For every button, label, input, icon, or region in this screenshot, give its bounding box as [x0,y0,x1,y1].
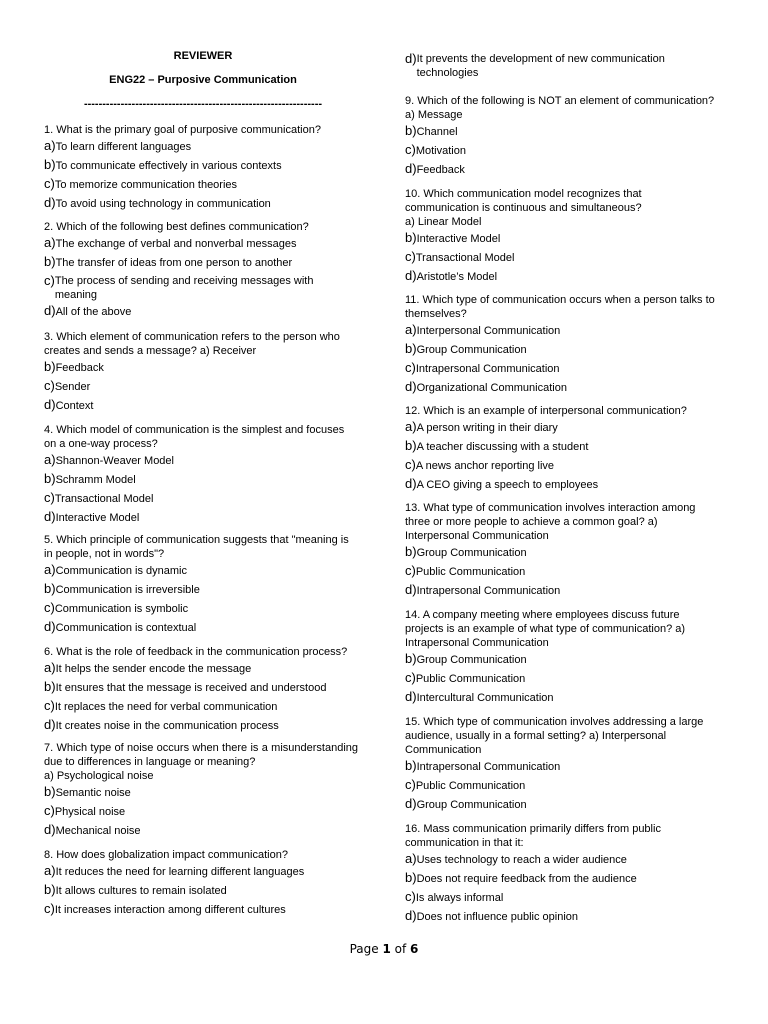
answer-option [405,141,718,160]
answer-option [405,437,718,456]
option-text: The transfer of ideas from one person to another [55,257,293,269]
option-text: It increases interaction among different cultures [54,904,286,916]
answer-option [44,580,358,599]
answer-option [44,156,358,175]
option-letter: c) [44,176,55,191]
option-text: To learn different languages [55,141,192,153]
answer-option [44,508,358,527]
answer-option [44,862,358,881]
answer-option [44,470,358,489]
question-text: 1. What is the primary goal of purposive communication? [44,124,321,136]
option-letter: a) [405,322,417,337]
option-text: Semantic noise [55,787,131,799]
question-text: 11. Which type of communication occurs when a person talks to themselves? [405,294,715,320]
option-letter: b) [44,581,56,596]
option-letter: c) [405,777,416,792]
option-text: It ensures that the message is received and understood [55,682,327,694]
option-letter: d) [405,161,417,176]
option-letter: b) [405,651,417,666]
option-text: Intercultural Communication [416,692,554,704]
answer-option [405,688,718,707]
option-text: Communication is symbolic [54,603,189,615]
option-letter: a) [44,863,56,878]
option-letter: d) [44,822,56,837]
question-text: 2. Which of the following best defines communication? [44,221,309,233]
option-text: A news anchor reporting live [415,460,555,472]
answer-option [44,618,358,637]
answer-option [44,175,358,194]
option-text: Uses technology to reach a wider audience [416,854,627,866]
question-first-option: a) Linear Model [405,216,482,228]
option-text: Interactive Model [416,233,501,245]
answer-option [405,160,718,179]
page-number: 1 [382,942,391,956]
answer-option [405,869,718,888]
option-text: Is always informal [415,892,504,904]
option-letter: d) [405,379,417,394]
answer-option [44,716,358,735]
answer-option [405,757,718,776]
option-text: Communication is irreversible [55,584,200,596]
option-text: Organizational Communication [416,382,567,394]
answer-option [405,475,718,494]
option-letter: d) [405,268,417,283]
option-letter: b) [44,254,56,269]
option-text: It allows cultures to remain isolated [55,885,227,897]
option-letter: c) [405,249,416,264]
option-text: A teacher discussing with a student [416,441,589,453]
option-letter: b) [44,359,56,374]
answer-option [44,302,358,321]
option-text: Transactional Model [415,252,515,264]
answer-option [405,888,718,907]
option-letter: b) [405,341,417,356]
answer-option [405,418,718,437]
option-text: All of the above [55,306,132,318]
option-letter: a) [405,851,417,866]
answer-option [44,802,358,821]
option-letter: a) [405,419,417,434]
question-text: 10. Which communication model recognizes that communication is continuous and simultaneous? [405,188,642,214]
answer-option [44,678,358,697]
option-text: Aristotle’s Model [416,271,498,283]
question-text: 14. A company meeting where employees discuss future projects is an example of what type of communication? a) Intrapersonal Communication [405,609,686,649]
answer-option [44,396,358,415]
option-text: Public Communication [415,780,526,792]
option-text: A CEO giving a speech to employees [416,479,599,491]
option-letter: d) [405,582,417,597]
option-text: Interactive Model [55,512,140,524]
answer-option [405,650,718,669]
option-letter: b) [405,870,417,885]
document-subtitle: ENG22 – Purposive Communication [109,74,297,86]
option-text: Transactional Model [54,493,154,505]
answer-option [44,272,358,302]
option-letter: c) [405,142,416,157]
option-text: Interpersonal Communication [416,325,561,337]
option-letter: b) [44,784,56,799]
option-text: It creates noise in the communication process [55,720,279,732]
question-text: 3. Which element of communication refers to the person who creates and sends a message? a) Receiver [44,331,340,357]
page-footer [0,942,768,956]
option-letter: a) [44,235,56,250]
question-block [405,715,718,814]
option-text: The process of sending and receiving messages with meaning [54,275,314,301]
option-text: Intrapersonal Communication [416,761,561,773]
option-text: Sender [54,381,91,393]
answer-option [44,194,358,213]
option-letter: b) [405,438,417,453]
document-title: REVIEWER [173,50,233,62]
option-letter: d) [44,397,56,412]
option-text: It reduces the need for learning different languages [55,866,305,878]
option-text: Intrapersonal Communication [415,363,560,375]
question-block [44,330,358,415]
question-block [44,848,358,919]
question-block [405,94,718,179]
answer-option [405,850,718,869]
answer-option [44,821,358,840]
answer-option [405,229,718,248]
question-block [405,293,718,397]
answer-option [405,669,718,688]
option-letter: a) [44,452,56,467]
question-block [44,423,358,527]
question-text: 8. How does globalization impact communication? [44,849,288,861]
option-letter: c) [44,803,55,818]
option-text: It replaces the need for verbal communication [54,701,278,713]
option-text: Public Communication [415,673,526,685]
option-letter: c) [44,378,55,393]
answer-option [44,900,358,919]
answer-option [44,451,358,470]
answer-option [405,378,718,397]
option-letter: c) [44,698,55,713]
option-text: Schramm Model [55,474,136,486]
answer-option [44,234,358,253]
option-letter: a) [44,138,56,153]
question-text: 7. Which type of noise occurs when there is a misunderstanding due to differences in language or meaning? [44,742,358,768]
question-block [405,50,718,80]
option-text: Communication is contextual [55,622,197,634]
answer-option [44,137,358,156]
option-letter: c) [44,490,55,505]
option-letter: d) [405,476,417,491]
option-letter: d) [44,303,56,318]
option-text: To memorize communication theories [54,179,238,191]
answer-option [44,358,358,377]
option-letter: d) [405,689,417,704]
option-text: Public Communication [415,566,526,578]
question-text: 15. Which type of communication involves addressing a large audience, usually in a formal setting? a) Interpersonal Communication [405,716,704,756]
question-block [405,501,718,600]
question-text: 6. What is the role of feedback in the communication process? [44,646,348,658]
option-text: The exchange of verbal and nonverbal messages [55,238,297,250]
option-text: It prevents the development of new communication technologies [416,53,665,79]
question-text: 16. Mass communication primarily differs from public communication in that it: [405,823,661,849]
answer-option [405,581,718,600]
answer-option [44,489,358,508]
answer-option [405,267,718,286]
option-letter: d) [44,195,56,210]
answer-option [405,340,718,359]
option-letter: b) [44,471,56,486]
answer-option [405,248,718,267]
option-letter: c) [405,670,416,685]
header-divider: ----------------------------------------------------------------- [83,98,323,110]
option-letter: b) [44,679,56,694]
option-text: Feedback [416,164,465,176]
question-text: 4. Which model of communication is the simplest and focuses on a one-way process? [44,424,345,450]
answer-option [405,50,718,80]
option-text: Group Communication [416,547,527,559]
option-letter: c) [44,901,55,916]
question-block [44,123,358,213]
answer-option [405,122,718,141]
option-text: Context [55,400,94,412]
option-text: Motivation [415,145,466,157]
question-block [44,645,358,735]
answer-option [44,561,358,580]
option-text: Does not require feedback from the audience [416,873,637,885]
option-text: Communication is dynamic [55,565,187,577]
question-block [405,822,718,926]
answer-option [405,359,718,378]
option-letter: a) [44,660,56,675]
question-block [44,533,358,637]
option-letter: d) [44,509,56,524]
answer-option [44,659,358,678]
option-letter: c) [405,889,416,904]
answer-option [405,321,718,340]
option-letter: a) [44,562,56,577]
question-block [44,741,358,840]
answer-option [405,795,718,814]
option-letter: b) [44,882,56,897]
option-text: Feedback [55,362,104,374]
question-text: 9. Which of the following is NOT an element of communication? a) Message [405,95,715,121]
answer-option [44,377,358,396]
question-text: 13. What type of communication involves interaction among three or more people to achieve a common goal? a) Interpersonal Communication [405,502,696,542]
option-text: Shannon-Weaver Model [55,455,174,467]
option-letter: d) [405,908,417,923]
option-text: To communicate effectively in various contexts [55,160,282,172]
answer-option [44,881,358,900]
option-text: Does not influence public opinion [416,911,579,923]
option-letter: c) [44,600,55,615]
question-first-option: a) Psychological noise [44,770,154,782]
answer-option [405,543,718,562]
option-text: Channel [416,126,458,138]
option-letter: c) [44,273,55,288]
option-text: Group Communication [416,654,527,666]
option-letter: c) [405,457,416,472]
page-of-label: of [390,942,411,956]
option-letter: b) [405,544,417,559]
answer-option [405,776,718,795]
answer-option [405,907,718,926]
option-letter: d) [44,619,56,634]
option-letter: b) [405,123,417,138]
option-text: To avoid using technology in communication [55,198,271,210]
option-letter: d) [44,717,56,732]
option-text: Intrapersonal Communication [416,585,561,597]
option-text: A person writing in their diary [416,422,558,434]
option-letter: d) [405,796,417,811]
question-block [405,404,718,494]
option-letter: c) [405,360,416,375]
option-letter: b) [405,758,417,773]
answer-option [405,456,718,475]
answer-option [44,783,358,802]
option-letter: b) [405,230,417,245]
option-text: Mechanical noise [55,825,141,837]
option-letter: d) [405,51,417,66]
page-total: 6 [410,942,419,956]
page-label: Page [349,942,383,956]
question-text: 5. Which principle of communication suggests that "meaning is in people, not in words"? [44,534,349,560]
question-block [44,220,358,321]
option-text: Group Communication [416,344,527,356]
answer-option [44,599,358,618]
question-text: 12. Which is an example of interpersonal communication? [405,405,687,417]
option-text: Group Communication [416,799,527,811]
question-block [405,608,718,707]
option-text: It helps the sender encode the message [55,663,252,675]
answer-option [44,697,358,716]
option-letter: c) [405,563,416,578]
answer-option [405,562,718,581]
option-text: Physical noise [54,806,126,818]
question-block [405,187,718,286]
option-letter: b) [44,157,56,172]
answer-option [44,253,358,272]
